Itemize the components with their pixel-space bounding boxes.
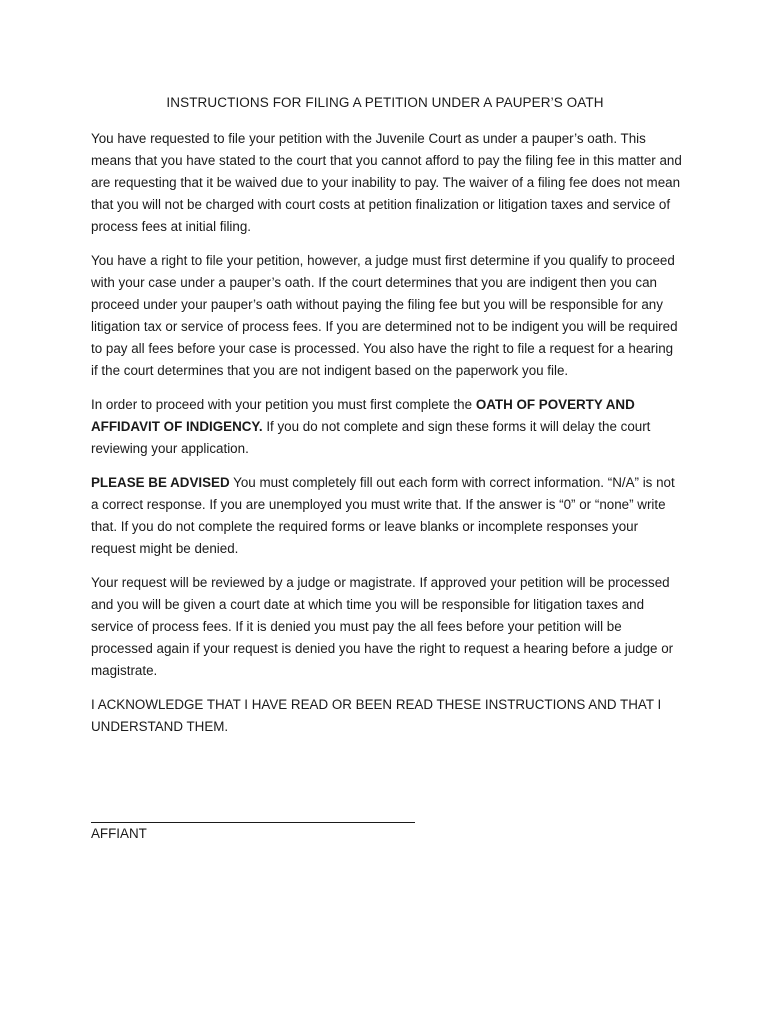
signature-line[interactable] [91,822,415,823]
oath-intro-text: In order to proceed with your petition you must first complete the [91,397,476,412]
oath-delay-text: If you do not complete and sign these forms it will delay the court reviewing your application. [91,419,651,456]
document-body [91,128,683,750]
paragraph-request-explanation: You have requested to file your petition with the Juvenile Court as under a pauper’s oath. This means that you have stated to the court that you cannot afford to pay the filing fee in this matter and are requesting that it be waived due to your inability to pay. The waiver of a filing fee does not mean that you will not be charged with court costs at petition finalization or litigation taxes and service of process fees at initial filing. [91,131,682,234]
paragraph-right-to-file: You have a right to file your petition, however, a judge must first determine if you qualify to proceed with your case under a pauper’s oath. If the court determines that you are indigent then you can proceed under your pauper’s oath without paying the filing fee but you will be responsible for any litigation tax or service of process fees. If you are determined not to be indigent you will be required to pay all fees before your case is processed. You also have the right to file a request for a hearing if the court determines that you are not indigent based on the paperwork you file. [91,253,678,378]
paragraph-oath-requirement [91,394,683,460]
paragraph-review-process: Your request will be reviewed by a judge or magistrate. If approved your petition will be processed and you will be given a court date at which time you will be responsible for litigation taxes and service of process fees. If it is denied you must pay the all fees before your petition will be processed again if your request is denied you have the right to request a hearing before a judge or magistrate. [91,575,674,678]
advisory-text: You must completely fill out each form with correct information. “N/A” is not a correct response. If you are unemployed you must write that. If the answer is “0” or “none” write that. If you do not complete the required forms or leave blanks or incomplete responses your request might be denied. [91,475,675,556]
oath-form-name: OATH OF POVERTY AND AFFIDAVIT OF INDIGENCY. [91,397,635,434]
paragraph-advisory [91,472,683,560]
affiant-label: AFFIANT [91,826,147,841]
paragraph-acknowledgement: I ACKNOWLEDGE THAT I HAVE READ OR BEEN READ THESE INSTRUCTIONS AND THAT I UNDERSTAND THEM. [91,697,662,734]
document-title: INSTRUCTIONS FOR FILING A PETITION UNDER A PAUPER’S OATH [166,95,604,110]
advisory-heading: PLEASE BE ADVISED [91,475,230,490]
